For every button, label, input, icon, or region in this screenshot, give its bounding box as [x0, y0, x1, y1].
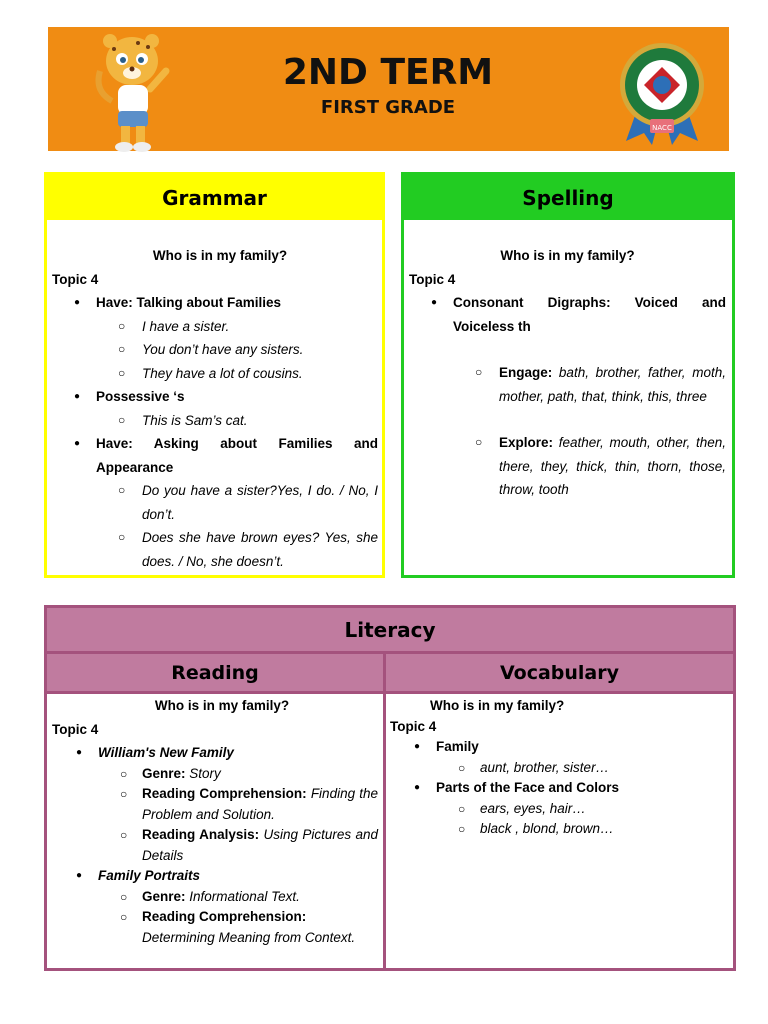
- explore-words: feather, mouth, other, then, there, they, thick, thin, thorn, those, throw, tooth: [499, 435, 726, 497]
- grammar-box: [44, 172, 385, 578]
- vocabulary-item-family: ● Family: [390, 737, 725, 758]
- svg-text:NACC: NACC: [652, 124, 672, 132]
- genre-value: Informational Text.: [189, 888, 300, 904]
- column-divider: [383, 654, 386, 968]
- genre-value: Story: [189, 765, 221, 781]
- spelling-list: [409, 291, 726, 502]
- genre-label: Genre:: [142, 765, 186, 781]
- vocabulary-words: ○ aunt, brother, sister…: [390, 758, 725, 779]
- spelling-item-digraphs: ● Consonant Digraphs: Voiced and Voiceless th: [409, 291, 726, 338]
- vocabulary-item-face-colors: ● Parts of the Face and Colors: [390, 778, 725, 799]
- analysis-label: Reading Analysis:: [142, 827, 260, 842]
- grammar-content: [52, 244, 378, 573]
- grammar-item-have-families: ● Have: Talking about Families: [52, 291, 378, 315]
- vocabulary-words: ○ black , blond, brown…: [390, 819, 725, 840]
- spelling-box: [401, 172, 735, 578]
- engage-words: bath, brother, father, moth, mother, path, that, think, this, three: [499, 365, 726, 404]
- reading-title: Reading: [47, 654, 383, 694]
- analysis-value: Using Pictures and Details: [142, 827, 379, 863]
- spacer: [409, 408, 726, 431]
- spelling-explore: [409, 431, 726, 502]
- reading-genre: [52, 887, 378, 908]
- grammar-example: ○ This is Sam’s cat.: [52, 409, 378, 433]
- vocabulary-content: [390, 696, 725, 840]
- vocabulary-words: ○ ears, eyes, hair…: [390, 799, 725, 820]
- spelling-engage: [409, 361, 726, 408]
- reading-genre: [52, 764, 378, 785]
- reading-content: [52, 696, 378, 948]
- reading-story-portraits: ● Family Portraits: [52, 866, 378, 887]
- spelling-heading: Who is in my family?: [500, 248, 635, 263]
- vocabulary-title: Vocabulary: [386, 654, 733, 694]
- grammar-topic: Topic 4: [52, 271, 99, 287]
- grammar-heading: Who is in my family?: [152, 248, 288, 263]
- vocabulary-list: [390, 737, 725, 840]
- spelling-content: [409, 244, 726, 502]
- header-banner: [48, 27, 729, 151]
- grammar-title: Grammar: [47, 175, 382, 220]
- page-subtitle: FIRST GRADE: [320, 97, 456, 118]
- genre-label: Genre:: [142, 888, 186, 904]
- grammar-example: ○ You don’t have any sisters.: [52, 338, 378, 362]
- reading-comprehension: [52, 784, 378, 825]
- spacer: [409, 338, 726, 361]
- vocabulary-topic: Topic 4: [390, 718, 437, 734]
- reading-story-williams: ● William's New Family: [52, 743, 378, 764]
- engage-label: Engage:: [499, 365, 553, 380]
- reading-analysis: [52, 825, 378, 866]
- grammar-example: ○ Does she have brown eyes? Yes, she does. / No, she doesn’t.: [52, 526, 378, 573]
- literacy-title: Literacy: [47, 608, 733, 654]
- literacy-table: [44, 605, 736, 971]
- explore-label: Explore:: [499, 435, 554, 450]
- grammar-example: ○ Do you have a sister?Yes, I do. / No, I don’t.: [52, 479, 378, 526]
- page-title: 2ND TERM: [282, 52, 494, 93]
- reading-list: [52, 743, 378, 948]
- grammar-list: [52, 291, 378, 573]
- spelling-topic: Topic 4: [409, 271, 456, 287]
- leopard-mascot-icon: [92, 31, 180, 153]
- comprehension-label: Reading Comprehension:: [142, 909, 307, 924]
- grammar-example: ○ I have a sister.: [52, 315, 378, 339]
- spelling-title: Spelling: [404, 175, 732, 220]
- accreditation-seal-icon: [616, 41, 708, 147]
- comprehension-label: Reading Comprehension:: [142, 786, 307, 801]
- reading-heading: Who is in my family?: [154, 698, 290, 713]
- reading-comprehension: [52, 907, 378, 948]
- grammar-item-asking: ● Have: Asking about Families and Appearance: [52, 432, 378, 479]
- grammar-item-possessive: ● Possessive ‘s: [52, 385, 378, 409]
- comprehension-value: Finding the Problem and Solution.: [142, 786, 378, 822]
- reading-topic: Topic 4: [52, 721, 99, 737]
- grammar-example: ○ They have a lot of cousins.: [52, 362, 378, 386]
- comprehension-value: Determining Meaning from Context.: [142, 929, 356, 945]
- vocabulary-heading: Who is in my family?: [430, 698, 565, 713]
